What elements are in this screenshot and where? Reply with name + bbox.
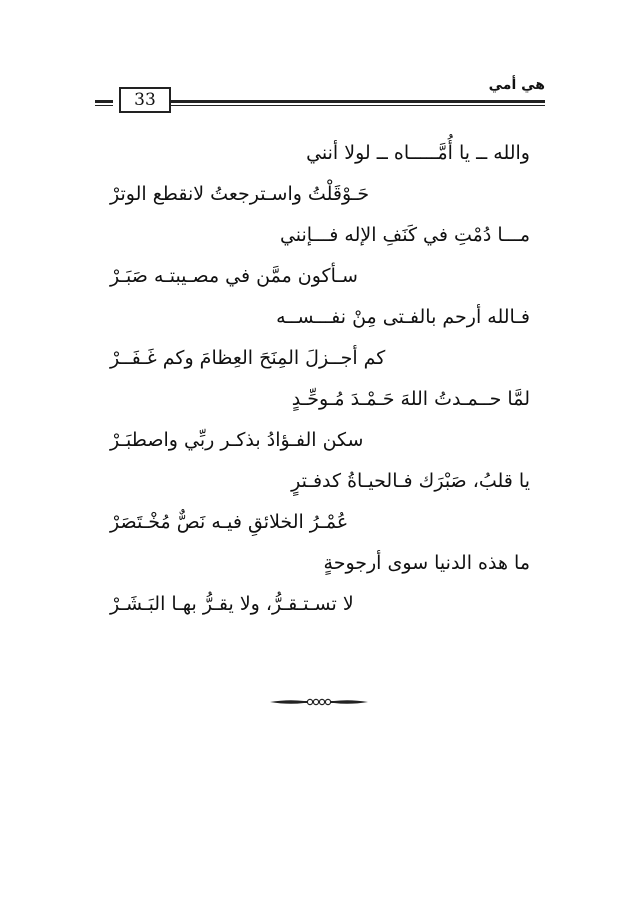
verse-first-hemistich: مـــا دُمْتِ في كَنَفِ الإله فـــإنني [279,224,530,246]
poem [110,140,530,632]
verse-second-hemistich: سـأكون ممَّن في مصـيبتـه صَبَـرْ [110,265,358,287]
page-number: 33 [119,87,171,113]
header-rule-left-thick [95,100,113,103]
verse [110,550,530,632]
header-rule-thick [135,100,545,103]
end-ornament-divider [270,695,368,709]
verse [110,304,530,386]
verse-first-hemistich: يا قلبُ، صَبْرَك فـالحيـاةُ كدفـترٍ [291,470,530,492]
verse-second-hemistich: كم أجــزلَ المِنَحَ العِظامَ وكم غَـفَــرْ [110,347,386,369]
verse-second-hemistich: لا تسـتـقـرُّ، ولا يقـرُّ بهـا البَـشَـرْ [110,593,354,615]
running-title: هي أمي [488,77,545,93]
header-rule-thin [135,105,545,106]
page-header [95,76,545,116]
verse-first-hemistich: لمَّا حــمـدتُ اللهَ حَـمْـدَ مُـوحِّـدٍ [291,388,530,410]
verse-second-hemistich: سكن الفـؤادُ بذكـر ربِّي واصطبَـرْ [110,429,364,451]
verse-second-hemistich: حَـوْقَلْتُ واسـترجعتُ لانقطع الوترْ [110,183,370,205]
verse [110,386,530,468]
verse-first-hemistich: والله ــ يا أُمَّـــــاه ــ لولا أنني [306,142,530,164]
verse [110,468,530,550]
verse-second-hemistich: عُمْـرُ الخلائقِ فيـه نَصٌّ مُخْـتَصَرْ [110,511,349,533]
verse [110,140,530,222]
verse-first-hemistich: فـالله أرحم بالفـتى مِنْ نفـــســه [276,306,530,328]
verse-first-hemistich: ما هذه الدنيا سوى أرجوحةٍ [323,552,530,574]
header-rule-left-thin [95,105,113,106]
verse [110,222,530,304]
